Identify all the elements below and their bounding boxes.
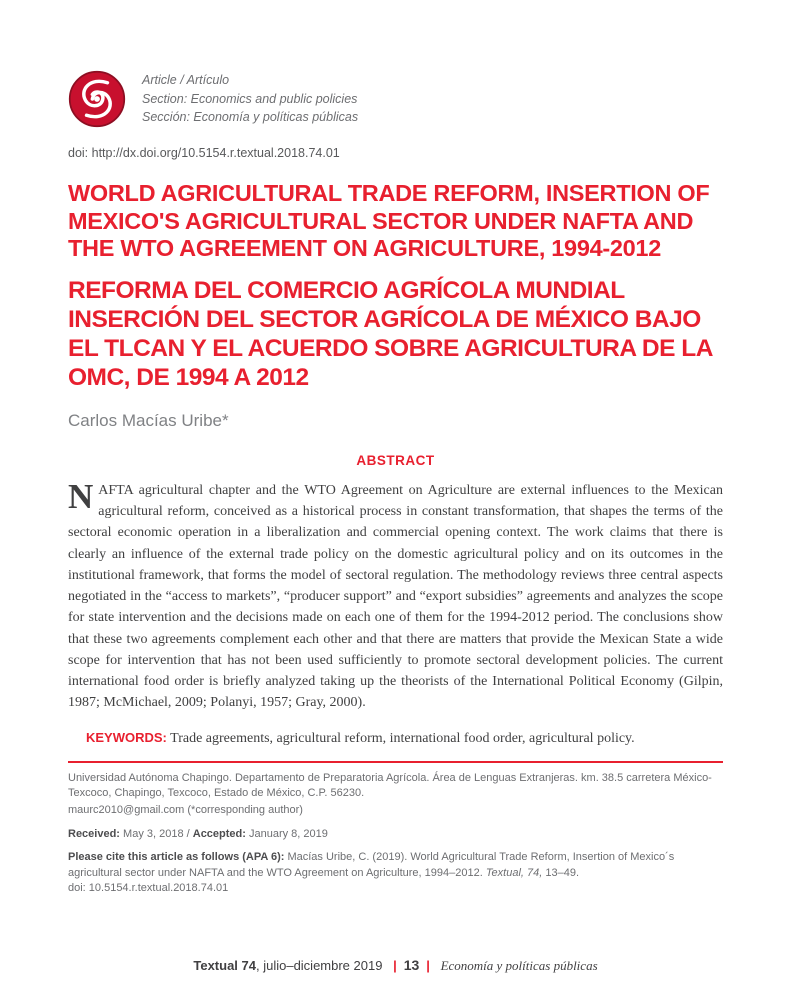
footnote-divider (68, 761, 723, 763)
footer-page-number: 13 (403, 957, 420, 973)
footer-separator-right: | (426, 958, 430, 973)
author-name: Carlos Macías Uribe* (68, 410, 229, 430)
affiliation-footnote: Universidad Autónoma Chapingo. Departamento de Preparatoria Agrícola. Área de Lenguas Extranjeras. km. 38.5 carretera México-Texcoco, Chapingo, Texcoco, Estado de México, C.P. 56230. (68, 771, 712, 800)
header (68, 70, 723, 128)
page-footer (0, 957, 791, 974)
title-english: WORLD AGRICULTURAL TRADE REFORM, INSERTION OF MEXICO'S AGRICULTURAL SECTOR UNDER NAFTA AND THE WTO AGREEMENT ON AGRICULTURE, 1994-2012 (68, 180, 710, 262)
cite-text: Macías Uribe, C. (2019). World Agricultural Trade Reform, Insertion of Mexico´s agricultural sector under NAFTA and the WTO Agreement on Agriculture, 1994–2012. (68, 851, 675, 879)
footer-separator-left: | (393, 958, 397, 973)
keywords-text: Trade agreements, agricultural reform, international food order, agricultural policy. (166, 730, 635, 746)
cite-journal-italic: Textual, 74, (485, 866, 543, 879)
keywords-label: KEYWORDS: (86, 729, 167, 745)
journal-logo-icon (68, 70, 126, 128)
article-label: Article / Artículo (142, 72, 230, 87)
cite-pages: 13–49. (542, 866, 579, 879)
abstract-dropcap: N (68, 476, 94, 516)
abstract-heading: ABSTRACT (356, 452, 435, 468)
footer-section-name: Economía y políticas públicas (440, 958, 598, 973)
cite-doi: doi: 10.5154.r.textual.2018.74.01 (68, 882, 229, 895)
received-label: Received: (68, 827, 120, 840)
email-line: maurc2010@gmail.com (*corresponding author) (68, 804, 303, 817)
article-meta (142, 71, 358, 127)
citation-block (68, 850, 723, 896)
abstract-text: AFTA agricultural chapter and the WTO Agreement on Agriculture are external influences to the Mexican agricultural reform, conceived as a historical process in constant transformation, that shapes the terms of the sectoral economic operation in a liberalization and commercial opening context. The work claims that there is clearly an influence of the external trade policy on the domestic agricultural policy and on its outcomes in the institutional framework, that forms the model of sectoral regulation. The methodology reviews three central aspects negotiated in the “access to markets”, “producer support” and “export subsidies” agreements and analyzes the scope for state intervention and the decisions made on each one of them for the 1994-2012 period. The conclusions show that these two agreements complement each other and that there are matters that provide the Mexican State a wide scope for intervention that has not been used sufficiently to promote sectoral development policies. The current international food order is briefly analyzed taking up the theorists of the International Political Economy (Gilpin, 1987; McMichael, 2009; Polanyi, 1957; Gray, 2000). (68, 482, 723, 711)
section-en: Section: Economics and public policies (142, 91, 358, 106)
cite-label: Please cite this article as follows (APA 6): (68, 851, 288, 864)
doi-link: doi: http://dx.doi.org/10.5154.r.textual.2018.74.01 (68, 146, 340, 160)
received-value: May 3, 2018 / (119, 827, 193, 840)
accepted-value: January 8, 2019 (245, 827, 328, 840)
footer-journal-rest: , julio–diciembre 2019 (255, 958, 383, 973)
footer-journal-name: Textual 74 (193, 958, 256, 973)
title-spanish: REFORMA DEL COMERCIO AGRÍCOLA MUNDIAL INSERCIÓN DEL SECTOR AGRÍCOLA DE MÉXICO BAJO EL TLCAN Y EL ACUERDO SOBRE AGRICULTURA DE LA OMC, DE 1994 A 2012 (68, 277, 713, 391)
dates-line (68, 827, 723, 842)
abstract-paragraph (68, 476, 723, 714)
section-es: Sección: Economía y políticas públicas (142, 110, 359, 125)
keywords-line (68, 730, 723, 747)
accepted-label: Accepted: (192, 827, 246, 840)
